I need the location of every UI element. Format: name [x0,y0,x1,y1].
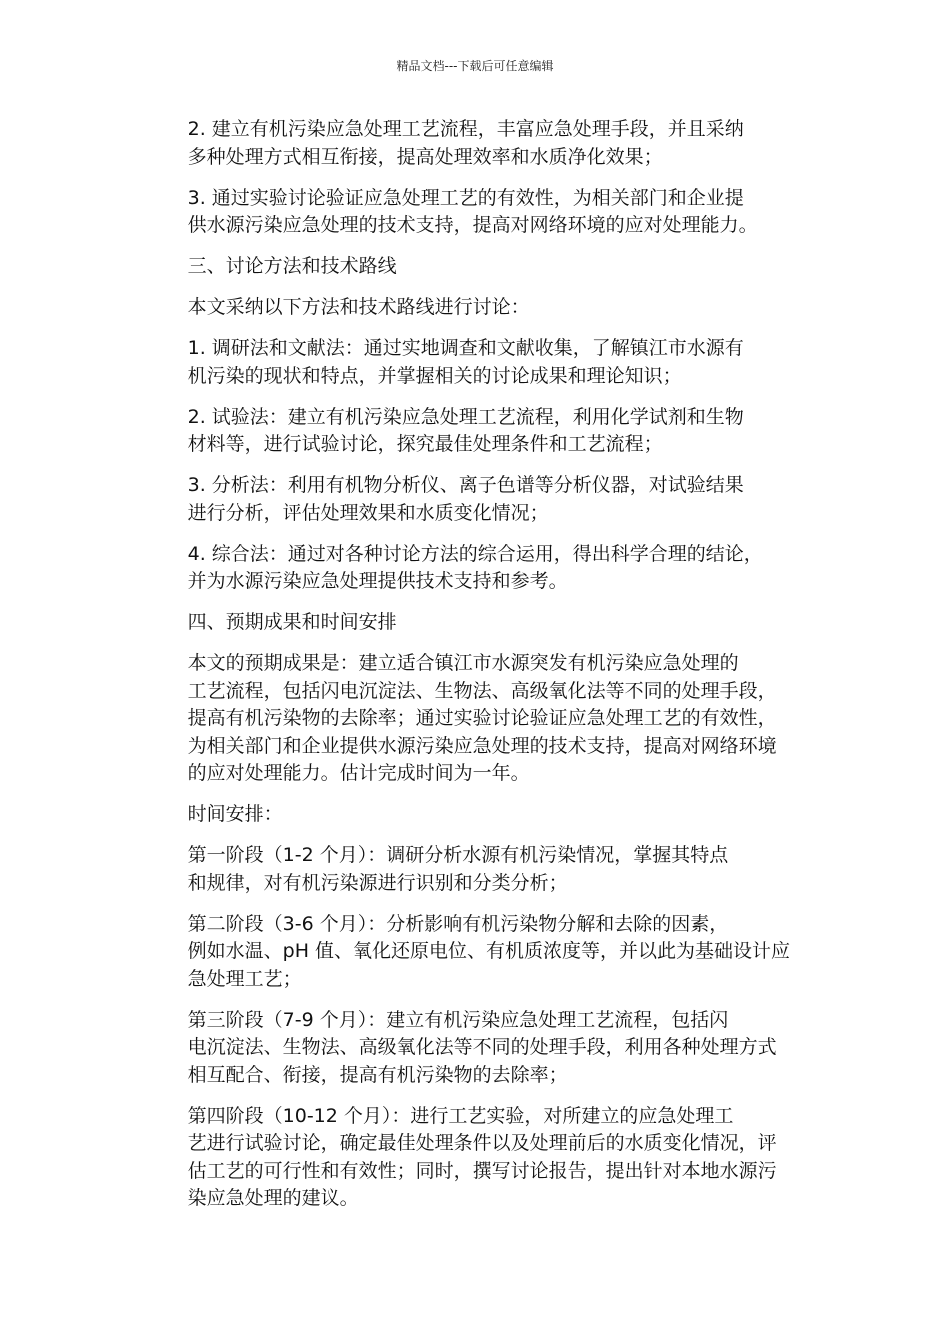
paragraph-line: 2. 试验法：建立有机污染应急处理工艺流程，利用化学试剂和生物 [187,405,744,428]
paragraph-line: 工艺流程，包括闪电沉淀法、生物法、高级氧化法等不同的处理手段， [187,679,777,702]
paragraph-line: 3. 分析法：利用有机物分析仪、离子色谱等分析仪器，对试验结果 [187,474,744,496]
paragraph [143,116,813,171]
paragraph-line: 第三阶段（7-9 个月）：建立有机污染应急处理工艺流程，包括闪 [187,1008,729,1031]
paragraph-line: 本文采纳以下方法和技术路线进行讨论： [187,296,530,318]
paragraph-line: 艺进行试验讨论，确定最佳处理条件以及处理前后的水质变化情况，评 [187,1132,777,1154]
paragraph-line: 并为水源污染应急处理提供技术支持和参考。 [187,570,568,592]
paragraph-line: 4. 综合法：通过对各种讨论方法的综合运用，得出科学合理的结论， [187,542,763,565]
paragraph-line: 机污染的现状和特点，并掌握相关的讨论成果和理论知识； [187,364,682,387]
paragraph [143,1103,813,1213]
paragraph [143,541,813,596]
paragraph-line: 第四阶段（10-12 个月）：进行工艺实验，对所建立的应急处理工 [187,1104,734,1127]
paragraph-line: 时间安排： [187,803,283,825]
page-header: 精品文档---下载后可任意编辑 [396,59,554,73]
paragraph-line: 四、预期成果和时间安排 [187,611,397,633]
paragraph [143,911,813,994]
paragraph-line: 1. 调研法和文献法：通过实地调查和文献收集，了解镇江市水源有 [187,337,744,359]
paragraph [143,650,813,788]
paragraph-line: 多种处理方式相互衔接，提高处理效率和水质净化效果； [187,145,663,168]
paragraph-line: 的应对处理能力。估计完成时间为一年。 [187,762,530,784]
paragraph [143,404,813,459]
paragraph [143,185,813,240]
paragraph-line: 3. 通过实验讨论验证应急处理工艺的有效性，为相关部门和企业提 [187,186,744,209]
paragraph-line: 进行分析，评估处理效果和水质变化情况； [187,501,549,524]
paragraph-line: 材料等，进行试验讨论，探究最佳处理条件和工艺流程； [187,433,663,455]
paragraph-line: 电沉淀法、生物法、高级氧化法等不同的处理手段，利用各种处理方式 [187,1036,777,1058]
paragraph-line: 第二阶段（3-6 个月）：分析影响有机污染物分解和去除的因素， [187,912,729,935]
paragraph-line: 例如水温、pH 值、氧化还原电位、有机质浓度等，并以此为基础设计应 [187,940,791,962]
paragraph [143,472,813,527]
paragraph-line: 供水源污染应急处理的技术支持，提高对网络环境的应对处理能力。 [187,214,758,236]
paragraph-line: 估工艺的可行性和有效性；同时，撰写讨论报告，提出针对本地水源污 [187,1159,777,1182]
paragraph-line: 相互配合、衔接，提高有机污染物的去除率； [187,1063,568,1086]
paragraph [143,1007,813,1090]
paragraph [143,253,813,281]
paragraph [143,801,813,829]
document-body [143,116,813,1226]
paragraph-line: 本文的预期成果是：建立适合镇江市水源突发有机污染应急处理的 [187,652,739,674]
paragraph-line: 三、讨论方法和技术路线 [187,255,397,277]
paragraph-line: 为相关部门和企业提供水源污染应急处理的技术支持，提高对网络环境 [187,734,777,757]
paragraph-line: 第一阶段（1-2 个月）：调研分析水源有机污染情况，掌握其特点 [187,844,729,866]
paragraph [143,335,813,390]
paragraph-line: 急处理工艺； [187,967,302,990]
paragraph-line: 和规律，对有机污染源进行识别和分类分析； [187,871,568,894]
paragraph-line: 2. 建立有机污染应急处理工艺流程，丰富应急处理手段，并且采纳 [187,118,744,140]
paragraph [143,294,813,322]
paragraph [143,609,813,637]
paragraph [143,842,813,897]
paragraph-line: 提高有机污染物的去除率；通过实验讨论验证应急处理工艺的有效性， [187,707,777,729]
paragraph-line: 染应急处理的建议。 [187,1187,359,1209]
